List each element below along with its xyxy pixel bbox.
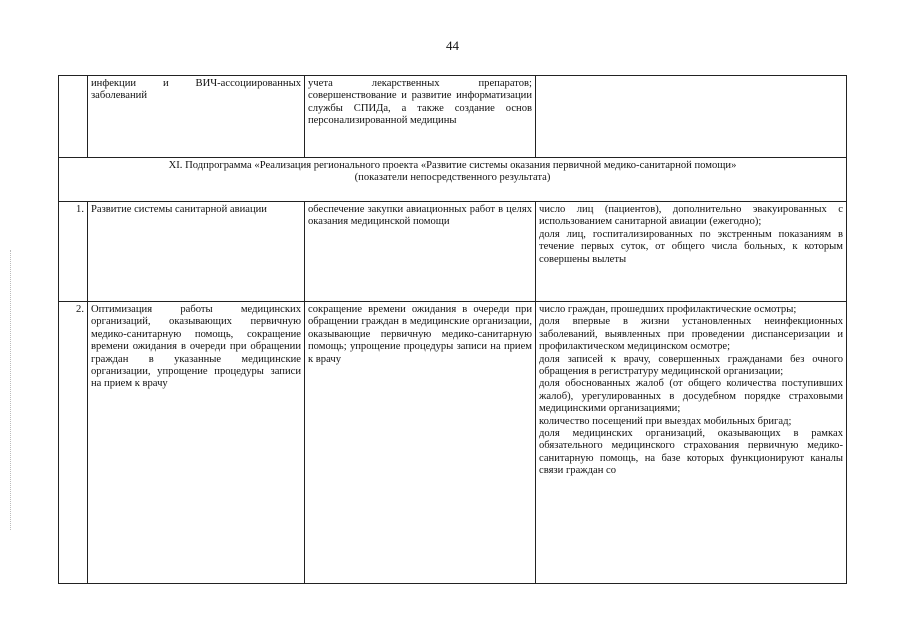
indicator-line: число лиц (пациентов), дополнительно эвакуированных с использованием санитарной авиации (ежегодно); [539, 204, 843, 228]
indicator-line: доля впервые в жизни установленных неинфекционных заболеваний, выявленных при проведении диспансеризации и профилактическом медицинском осмотре; [539, 316, 843, 353]
row-number: 2. [59, 302, 88, 584]
table-row-continuation [59, 76, 847, 158]
section-row [59, 158, 847, 202]
indicators-table [58, 75, 847, 584]
result-cell: обеспечение закупки авиационных работ в целях оказания медицинской помощи [305, 202, 536, 302]
event-cell: инфекции и ВИЧ-ассоциированных заболеваний [88, 76, 305, 158]
section-title: XI. Подпрограмма «Реализация регионального проекта «Развитие системы оказания первичной медико-санитарной помощи» [168, 160, 737, 171]
table-row-1 [59, 202, 847, 302]
indicator-line: доля медицинских организаций, оказывающих в рамках обязательного медицинского страхования первичную медико-санитарную помощь, на базе которых функционируют каналы связи граждан со [539, 428, 843, 477]
event-cell: Развитие системы санитарной авиации [88, 202, 305, 302]
result-cell: сокращение времени ожидания в очереди при обращении граждан в медицинские организации, оказывающие первичную медико-санитарную помощь; упрощение процедуры записи на прием к врачу [305, 302, 536, 584]
indicator-cell [536, 202, 847, 302]
indicator-line: доля лиц, госпитализированных по экстренным показаниям в течение первых суток, от общего числа больных, к которым совершены вылеты [539, 228, 843, 265]
section-subtitle: (показатели непосредственного результата) [354, 172, 551, 184]
page-number: 44 [446, 38, 459, 53]
num-cell [59, 76, 88, 158]
event-cell: Оптимизация работы медицинских организаций, оказывающих первичную медико-санитарную помощь, сокращение времени ожидания в очереди при обращении граждан в указанные медицинские организации, упрощение процедуры записи на прием к врачу [88, 302, 305, 584]
row-number: 1. [59, 202, 88, 302]
indicator-line: количество посещений при выездах мобильных бригад; [539, 415, 792, 427]
indicator-line: доля обоснованных жалоб (от общего количества поступивших жалоб), урегулированных в досудебном порядке страховыми медицинскими организациями; [539, 378, 843, 415]
section-title-cell [59, 158, 847, 202]
result-cell: учета лекарственных препаратов; совершенствование и развитие информатизации службы СПИДа, а также создание основ персонализированной медицины [305, 76, 536, 158]
indicator-cell [536, 302, 847, 584]
indicator-cell [536, 76, 847, 158]
indicator-line: число граждан, прошедших профилактические осмотры; [539, 304, 797, 315]
scan-margin-mark [10, 250, 12, 530]
table-row-2 [59, 302, 847, 584]
indicator-line: доля записей к врачу, совершенных гражданами без очного обращения в регистратуру медицинской организации; [539, 353, 843, 378]
